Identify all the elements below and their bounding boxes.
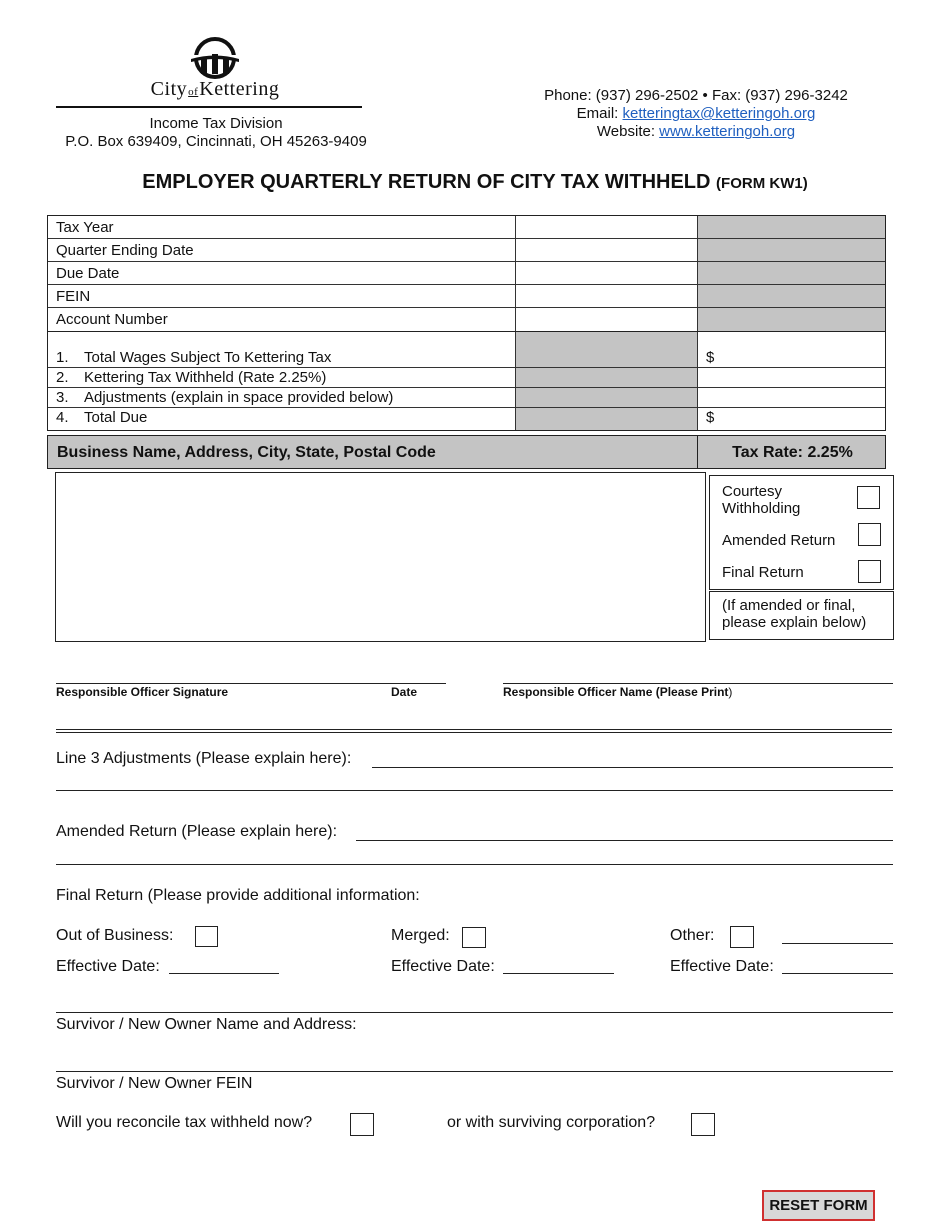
shaded-cell: [697, 239, 885, 261]
logo-rule: [56, 106, 362, 108]
survivor-fein-label: Survivor / New Owner FEIN: [56, 1075, 253, 1092]
total-due-input[interactable]: [697, 408, 885, 430]
division-name: Income Tax Division: [149, 115, 283, 132]
info-row-label: Account Number: [56, 311, 168, 328]
website-line: [500, 123, 892, 141]
title-main: EMPLOYER QUARTERLY RETURN OF CITY TAX WITHHELD: [142, 171, 711, 193]
email-link[interactable]: ketteringtax@ketteringoh.org: [622, 105, 816, 122]
line-number: 4.: [56, 409, 69, 426]
tax-rate: Tax Rate: 2.25%: [732, 444, 853, 461]
reset-form-button[interactable]: RESET FORM: [762, 1190, 875, 1221]
other-date-input[interactable]: [782, 973, 893, 974]
line-number: 2.: [56, 369, 69, 386]
shaded-cell: [697, 262, 885, 284]
return-note: (If amended or final, please explain below): [722, 597, 867, 631]
contact-block: [500, 87, 892, 141]
shaded-cell: [515, 408, 697, 430]
signature-label: Responsible Officer Signature: [56, 685, 229, 699]
amended-explain-input[interactable]: [356, 840, 893, 841]
reconcile-now-checkbox[interactable]: [350, 1113, 374, 1136]
account-number-input[interactable]: [515, 308, 697, 331]
shaded-cell: [697, 308, 885, 331]
out-of-business-checkbox[interactable]: [195, 926, 218, 947]
amended-explain-input-2[interactable]: [56, 864, 893, 865]
effective-date-label: Effective Date:: [391, 958, 495, 975]
info-table: [47, 215, 886, 431]
tax-withheld-input[interactable]: [697, 368, 885, 387]
business-header: Business Name, Address, City, State, Postal Code: [57, 444, 436, 461]
tax-year-input[interactable]: [515, 216, 697, 238]
effective-date-label: Effective Date:: [56, 958, 160, 975]
merged-checkbox[interactable]: [462, 927, 486, 948]
line3-adjustments-label: Line 3 Adjustments (Please explain here):: [56, 750, 352, 767]
reconcile-now-label: Will you reconcile tax withheld now?: [56, 1114, 313, 1131]
website-label: Website:: [596, 123, 660, 140]
out-of-business-label: Out of Business:: [56, 927, 174, 944]
shaded-cell: [515, 388, 697, 407]
info-row-label: Tax Year: [56, 219, 114, 236]
shaded-cell: [515, 368, 697, 387]
amended-label: Amended Return: [722, 532, 836, 549]
other-input[interactable]: [782, 943, 893, 944]
line-label: Kettering Tax Withheld (Rate 2.25%): [84, 369, 327, 386]
info-row: [48, 262, 885, 285]
city-name-part: City: [150, 78, 188, 100]
city-emblem-icon: [135, 36, 295, 80]
info-row: [48, 285, 885, 308]
return-note-box: [709, 591, 894, 640]
adjustments-input[interactable]: [697, 388, 885, 407]
final-return-checkbox[interactable]: [858, 560, 881, 583]
line-label: Total Due: [84, 409, 148, 426]
form-code: (FORM KW1): [716, 175, 808, 192]
city-name-part: Kettering: [199, 78, 280, 100]
line-row: [48, 332, 885, 368]
website-link[interactable]: www.ketteringoh.org: [659, 123, 796, 140]
line3-adjustments-input-2[interactable]: [56, 790, 893, 791]
email-line: [500, 105, 892, 123]
city-name: [135, 78, 295, 101]
line-row: [48, 368, 885, 388]
due-date-input[interactable]: [515, 262, 697, 284]
courtesy-withholding-checkbox[interactable]: [857, 486, 880, 509]
amended-explain-label: Amended Return (Please explain here):: [56, 823, 338, 840]
line-row: [48, 388, 885, 408]
line-label: Total Wages Subject To Kettering Tax: [84, 349, 332, 366]
final-return-info-label: Final Return (Please provide additional information:: [56, 887, 420, 904]
line3-adjustments-input[interactable]: [372, 767, 893, 768]
survivor-name-address-label: Survivor / New Owner Name and Address:: [56, 1016, 357, 1033]
surviving-corporation-checkbox[interactable]: [691, 1113, 715, 1136]
line-number: 1.: [56, 349, 69, 366]
info-row-label: Quarter Ending Date: [56, 242, 194, 259]
officer-name-label: [503, 685, 732, 699]
officer-name-line[interactable]: [503, 683, 893, 684]
shaded-cell: [697, 216, 885, 238]
effective-date-label: Effective Date:: [670, 958, 774, 975]
business-header-bar: [47, 435, 886, 469]
other-checkbox[interactable]: [730, 926, 754, 948]
info-row: [48, 216, 885, 239]
info-row-label: Due Date: [56, 265, 120, 282]
fein-input[interactable]: [515, 285, 697, 307]
signature-line[interactable]: [56, 683, 446, 684]
merged-date-input[interactable]: [503, 973, 614, 974]
quarter-ending-date-input[interactable]: [515, 239, 697, 261]
line-row: [48, 408, 885, 430]
surviving-corporation-label: or with surviving corporation?: [447, 1114, 656, 1131]
page-title: [0, 171, 950, 194]
section-divider: [56, 729, 892, 733]
line-number: 3.: [56, 389, 69, 406]
survivor-top-line: [56, 1012, 893, 1013]
dollar-sign: $: [706, 349, 715, 366]
city-name-part: of: [188, 86, 199, 98]
date-label: Date: [391, 685, 418, 699]
line-label: Adjustments (explain in space provided below): [84, 389, 394, 406]
other-label: Other:: [670, 927, 715, 944]
officer-name-label-end: ): [728, 685, 733, 699]
info-row: [48, 308, 885, 332]
final-label: Final Return: [722, 564, 804, 581]
info-row: [48, 239, 885, 262]
courtesy-label: Courtesy Withholding: [722, 483, 801, 517]
dollar-sign: $: [706, 409, 715, 426]
tax-rate-divider: [697, 436, 886, 468]
city-logo: [135, 36, 295, 102]
officer-name-label-text: Responsible Officer Name (Please Print: [503, 685, 729, 699]
shaded-cell: [515, 332, 697, 367]
business-address-input[interactable]: [55, 472, 706, 642]
info-row-label: FEIN: [56, 288, 91, 305]
amended-return-checkbox[interactable]: [858, 523, 881, 546]
phone-fax: Phone: (937) 296-2502 • Fax: (937) 296-3242: [544, 87, 848, 104]
total-wages-input[interactable]: [697, 332, 885, 367]
return-type-panel: [709, 475, 894, 590]
shaded-cell: [697, 285, 885, 307]
merged-label: Merged:: [391, 927, 450, 944]
survivor-name-address-input[interactable]: [56, 1071, 893, 1072]
out-of-business-date-input[interactable]: [169, 973, 279, 974]
po-box-address: P.O. Box 639409, Cincinnati, OH 45263-9409: [65, 133, 367, 150]
email-label: Email:: [576, 105, 623, 122]
